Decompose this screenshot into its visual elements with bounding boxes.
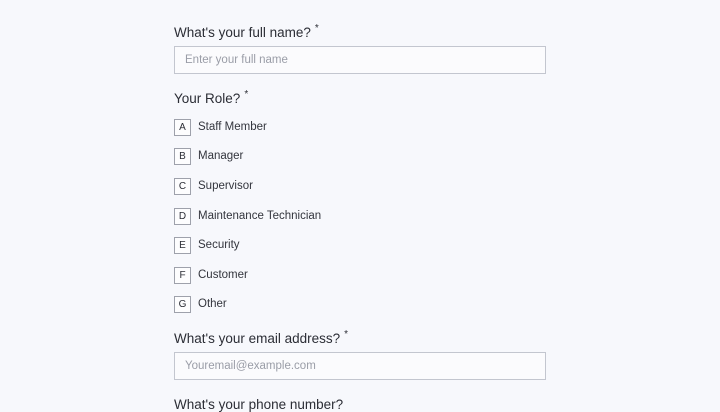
option-key: C: [174, 178, 191, 195]
role-option-security[interactable]: [174, 235, 240, 255]
role-option-maintenance-technician[interactable]: [174, 206, 321, 226]
option-label: Customer: [198, 269, 248, 281]
option-label: Other: [198, 298, 227, 310]
option-label: Manager: [198, 150, 244, 162]
option-key: D: [174, 208, 191, 225]
required-mark: *: [244, 89, 249, 100]
role-option-staff-member[interactable]: [174, 117, 267, 137]
email-question: [174, 331, 348, 346]
required-mark: *: [344, 329, 349, 340]
role-question: [174, 91, 248, 106]
phone-question-label: What's your phone number?: [174, 397, 344, 412]
name-question-label: What's your full name?: [174, 25, 311, 40]
required-mark: *: [314, 23, 319, 34]
role-option-other[interactable]: [174, 294, 227, 314]
option-key: E: [174, 237, 191, 254]
option-key: G: [174, 296, 191, 313]
email-input[interactable]: [174, 352, 546, 380]
role-option-customer[interactable]: [174, 265, 248, 285]
option-key: F: [174, 267, 191, 284]
role-option-supervisor[interactable]: [174, 176, 253, 196]
full-name-input[interactable]: [174, 46, 546, 74]
option-label: Staff Member: [198, 121, 267, 133]
email-question-label: What's your email address?: [174, 331, 341, 346]
option-key: A: [174, 119, 191, 136]
option-label: Supervisor: [198, 180, 253, 192]
role-question-label: Your Role?: [174, 91, 241, 106]
option-key: B: [174, 148, 191, 165]
option-label: Security: [198, 239, 240, 251]
name-question: [174, 25, 319, 40]
role-option-manager[interactable]: [174, 146, 243, 166]
option-label: Maintenance Technician: [198, 210, 322, 222]
